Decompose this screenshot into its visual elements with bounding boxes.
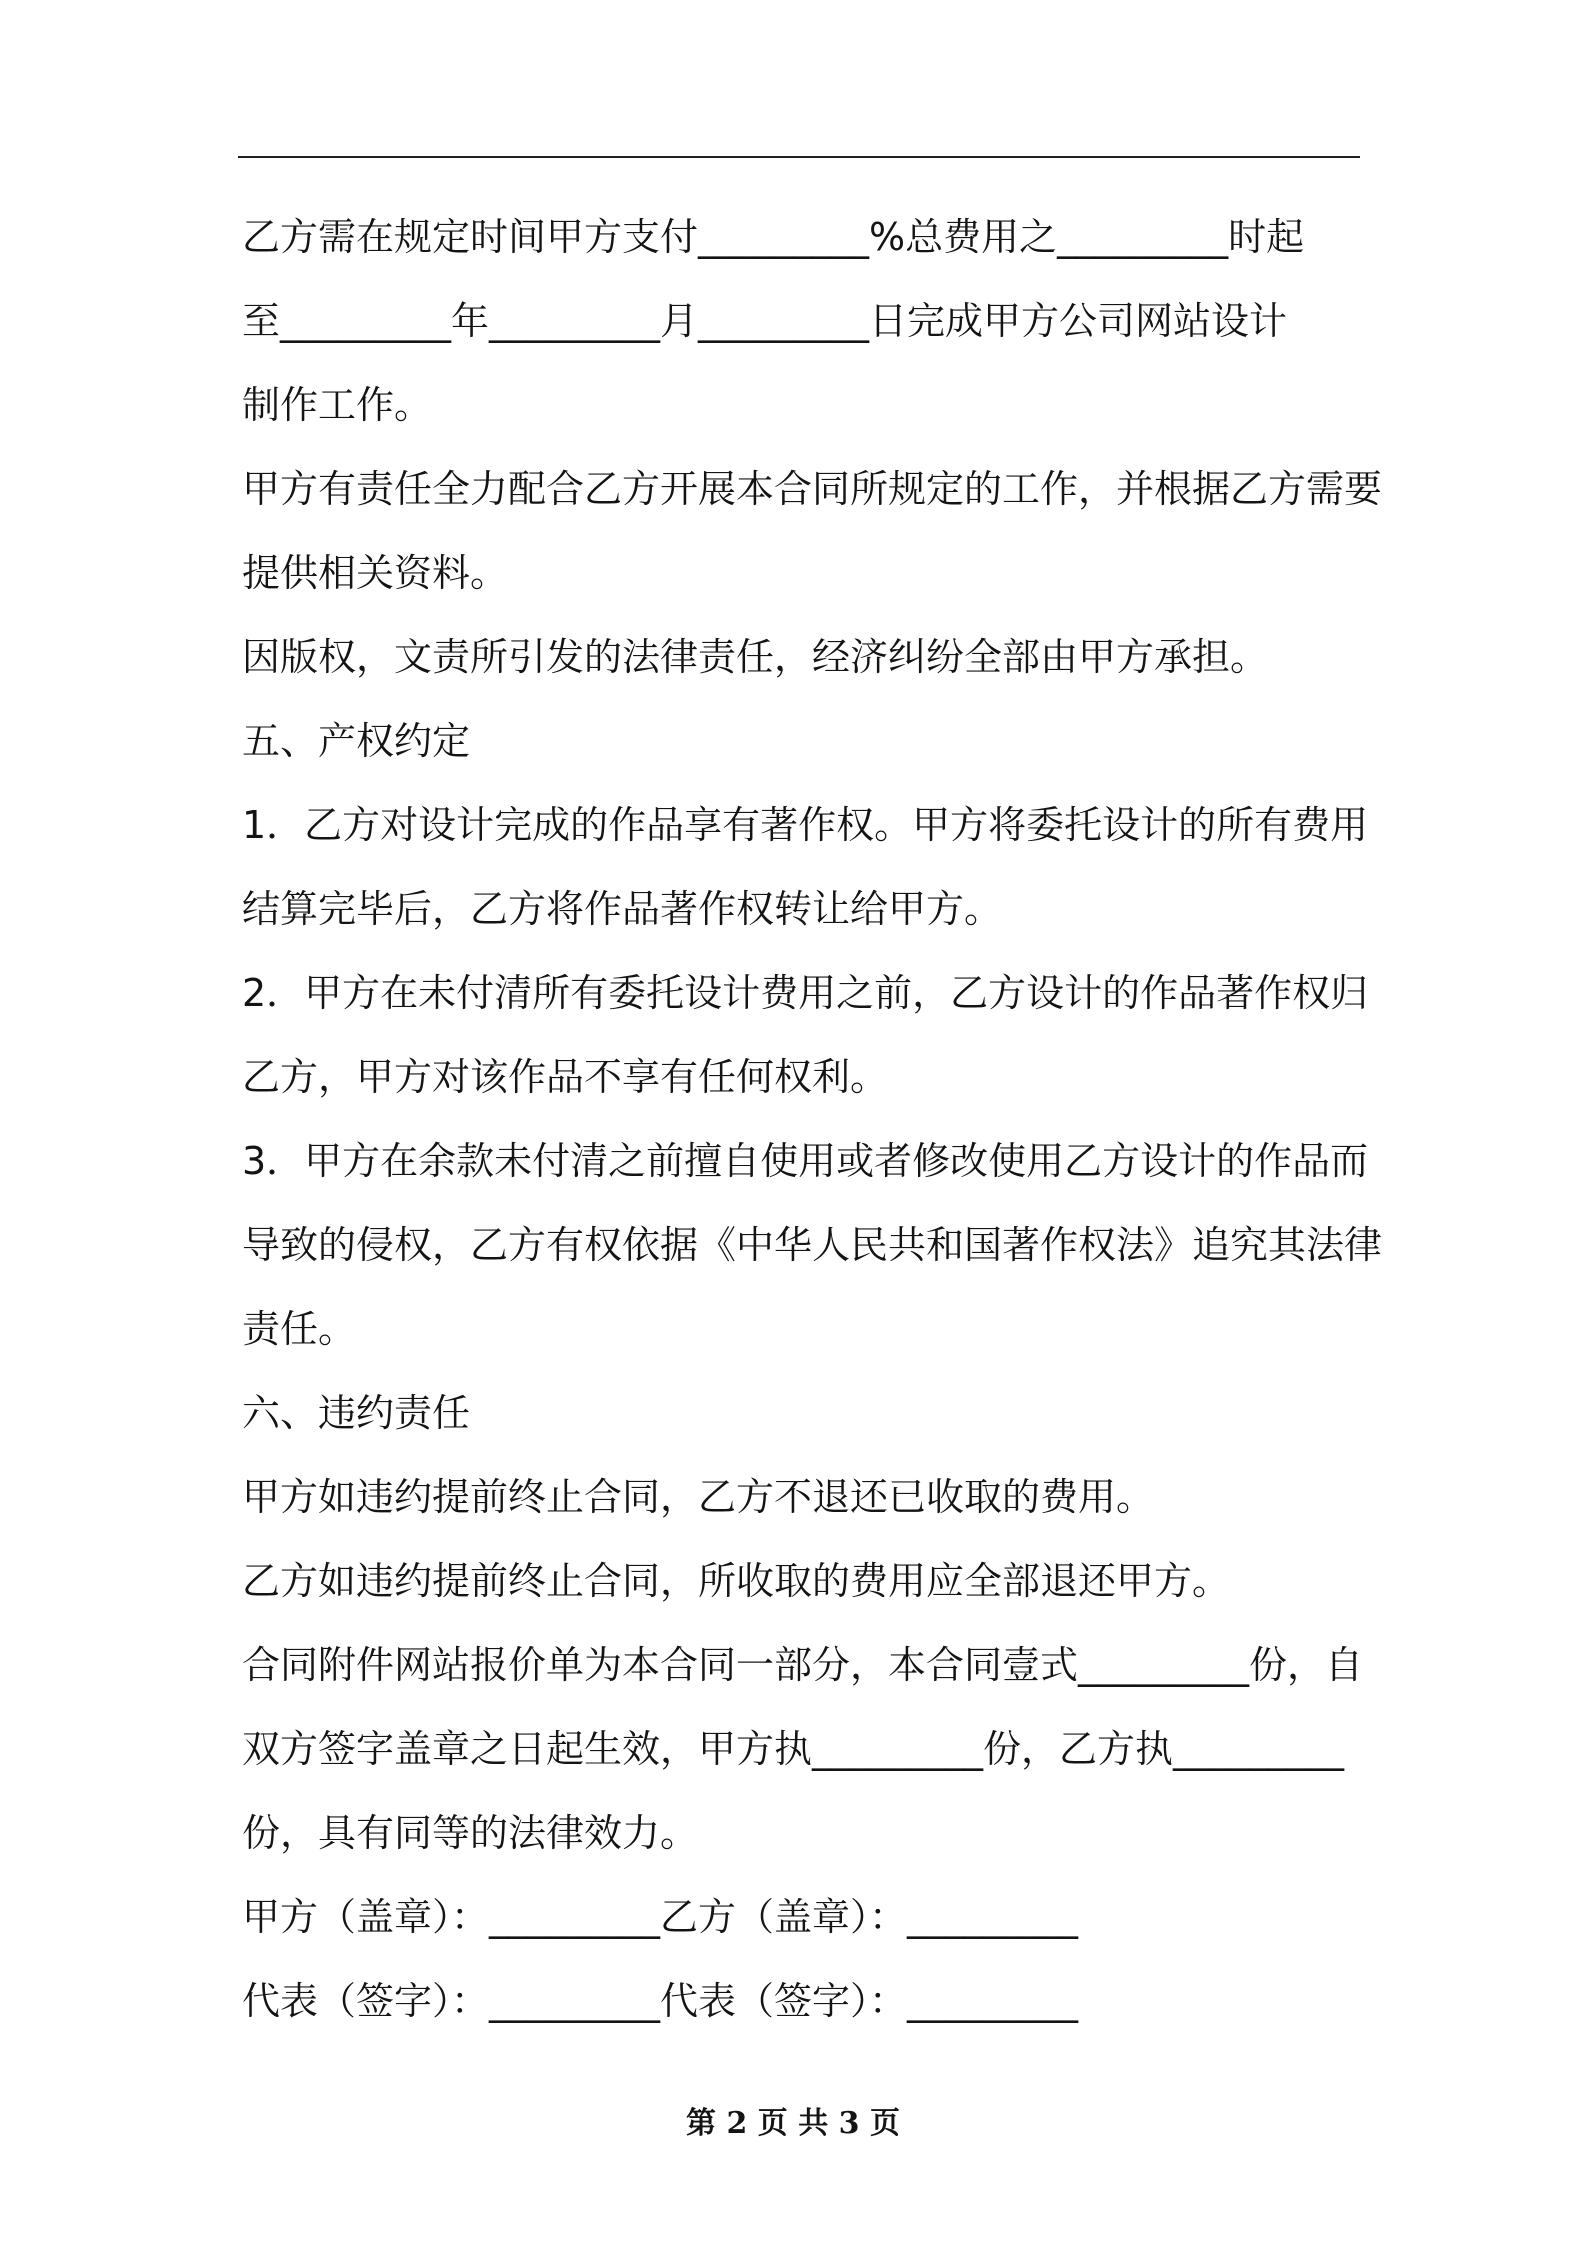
paragraph-line: 因版权，文责所引发的法律责任，经济纠纷全部由甲方承担。 bbox=[242, 635, 1269, 679]
section-heading: 五、产权约定 bbox=[242, 719, 471, 763]
paragraph-line: 导致的侵权，乙方有权依据《中华人民共和国著作权法》追究其法律 bbox=[242, 1223, 1383, 1267]
paragraph-line: 1．乙方对设计完成的作品享有著作权。甲方将委托设计的所有费用 bbox=[242, 803, 1369, 847]
paragraph-line: 至_________年_________月_________日完成甲方公司网站设计 bbox=[242, 299, 1288, 343]
paragraph-line: 乙方，甲方对该作品不享有任何权利。 bbox=[242, 1055, 889, 1099]
paragraph-line: 合同附件网站报价单为本合同一部分，本合同壹式_________份，自 bbox=[242, 1643, 1364, 1687]
document-body bbox=[242, 195, 1383, 2043]
header-rule bbox=[238, 156, 1360, 158]
paragraph-line: 责任。 bbox=[242, 1307, 357, 1351]
paragraph-line: 双方签字盖章之日起生效，甲方执_________份，乙方执_________ bbox=[242, 1727, 1345, 1771]
paragraph-line: 3．甲方在余款未付清之前擅自使用或者修改使用乙方设计的作品而 bbox=[242, 1139, 1369, 1183]
paragraph-line: 制作工作。 bbox=[242, 383, 433, 427]
section-heading: 六、违约责任 bbox=[242, 1391, 471, 1435]
signature-line: 代表（签字）：_________代表（签字）：_________ bbox=[242, 1979, 1079, 2023]
paragraph-line: 甲方有责任全力配合乙方开展本合同所规定的工作，并根据乙方需要 bbox=[242, 467, 1383, 511]
signature-line: 甲方（盖章）：_________乙方（盖章）：_________ bbox=[242, 1895, 1079, 1939]
paragraph-line: 2．甲方在未付清所有委托设计费用之前，乙方设计的作品著作权归 bbox=[242, 971, 1369, 1015]
paragraph-line: 乙方需在规定时间甲方支付_________%总费用之_________时起 bbox=[242, 215, 1305, 259]
paragraph-line: 份，具有同等的法律效力。 bbox=[242, 1811, 699, 1855]
paragraph-line: 提供相关资料。 bbox=[242, 551, 509, 595]
paragraph-line: 结算完毕后，乙方将作品著作权转让给甲方。 bbox=[242, 887, 1003, 931]
paragraph-line: 乙方如违约提前终止合同，所收取的费用应全部退还甲方。 bbox=[242, 1559, 1231, 1603]
paragraph-line: 甲方如违约提前终止合同，乙方不退还已收取的费用。 bbox=[242, 1475, 1155, 1519]
page-number-footer: 第 2 页 共 3 页 bbox=[686, 2106, 900, 2141]
